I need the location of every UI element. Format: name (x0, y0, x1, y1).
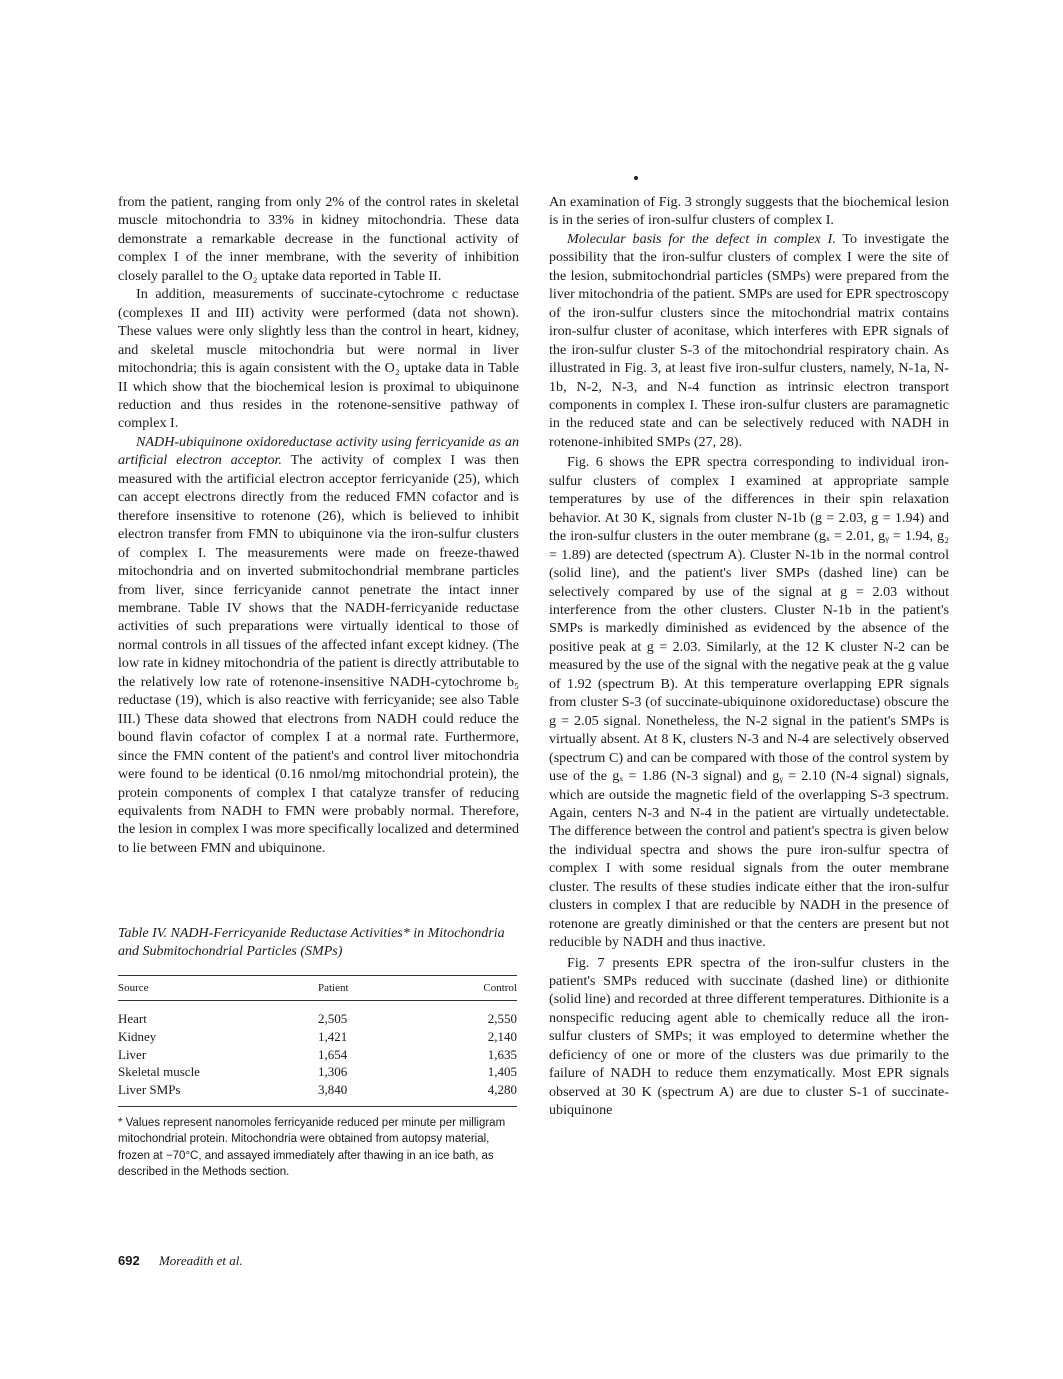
page-number: 692 (118, 1253, 140, 1268)
cell-patient: 1,654 (318, 1046, 348, 1062)
table-row (118, 1001, 517, 1028)
table-row (118, 1063, 517, 1081)
cell-control: 2,550 (487, 1011, 517, 1026)
table-iv (118, 925, 519, 1192)
paragraph: from the patient, ranging from only 2% of the control rates in skeletal muscle mitochondria to 33% in kidney mitochondria. These data demonstrate a remarkable decrease in the functional activity of complex I of the inner membrane, with the severity of inhibition closely parallel to the O₂ uptake data reported in Table II. (118, 194, 519, 284)
cell-patient: 1,306 (318, 1064, 348, 1080)
table-caption: Table IV. NADH-Ferricyanide Reductase Activities* in Mitochondria and Submitochondrial Particles (SMPs) (118, 926, 505, 959)
left-column (118, 193, 519, 857)
cell-control: 1,405 (487, 1064, 517, 1080)
paragraph: Fig. 7 presents EPR spectra of the iron-sulfur clusters in the patient's SMPs reduced with succinate (dashed line) or dithionite (solid line) and recorded at three different temperatures. Dithionite is a nonspecific reducing agent able to chemically reduce all the iron-sulfur clusters of SMPs; it was employed to determine whether the deficiency of one or more of the clusters was due primarily to the failure of NADH to reduce them enzymatically. Most EPR signals observed at 30 K (spectrum A) are due to cluster S-1 of succinate-ubiquinone (549, 954, 949, 1119)
paragraph (549, 230, 949, 451)
paragraph: In addition, measurements of succinate-cytochrome c reductase (complexes II and III) activity were performed (data not shown). These values were only slightly less than the control in heart, kidney, and skeletal muscle mitochondria but were normal in liver mitochondria; this is again consistent with the O₂ uptake data in Table II which show that the biochemical lesion is proximal to ubiquinone reduction and thus resides in the rotenone-sensitive pathway of complex I. (118, 286, 519, 432)
table-footnote: * Values represent nanomoles ferricyanide reduced per minute per milligram mitochondrial protein. Mitochondria were obtained from autopsy material, frozen at −70°C, and assayed immediately after thawing in an ice bath, as described in the Methods section. (118, 1116, 506, 1179)
paragraph: Fig. 6 shows the EPR spectra corresponding to individual iron-sulfur clusters of complex I examined at appropriate sample temperatures by use of the differences in their spin relaxation behavior. At 30 K, signals from cluster N-1b (g = 2.03, g = 1.94) and the iron-sulfur clusters in the outer membrane (gₓ = 2.01, gᵧ = 1.94, g₂ = 1.89) are detected (spectrum A). Cluster N-1b in the normal control (solid line), and the patient's liver SMPs (dashed line) can be selectively compared by use of the signal at g = 2.03 without interference from the other clusters. Cluster N-1b in the patient's SMPs is markedly diminished as evidenced by the absence of the positive peak at g = 2.03. Similarly, at the 12 K cluster N-2 can be measured by the use of the signal with the negative peak at the g value of 1.92 (spectrum B). At this temperature overlapping EPR signals from cluster S-3 (of succinate-ubiquinone oxidoreductase) obscure the g = 2.05 signal. Nonetheless, the N-2 signal in the patient's SMPs is virtually absent. At 8 K, clusters N-3 and N-4 are selectively observed (spectrum C) and can be compared with those of the control system by use of the gₓ = 1.86 (N-3 signal) and gᵧ = 2.10 (N-4 signal) signals, which are outside the magnetic field of the overlapping S-3 spectrum. Again, centers N-3 and N-4 in the patient are virtually undetectable. The difference between the control and patient's spectra is given below the individual spectra and shows the pure iron-sulfur spectra of complex I with some residual signals from the outer membrane cluster. The results of these studies indicate either that the iron-sulfur clusters in complex I that are reducible by NADH in the presence of rotenone are greatly diminished or that the centers are present but not reducible by NADH and thus inactive. (549, 454, 949, 951)
cell-source: Heart (118, 1011, 147, 1026)
cell-patient: 3,840 (318, 1081, 438, 1106)
cell-control: 1,635 (487, 1046, 517, 1062)
table-row (118, 1081, 517, 1106)
table-header-row (118, 976, 517, 1001)
cell-patient: 2,505 (318, 1011, 348, 1026)
stray-dot-mark (634, 176, 638, 180)
cell-source: Kidney (118, 1028, 157, 1044)
cell-source: Skeletal muscle (118, 1064, 200, 1080)
table-row (118, 1046, 517, 1064)
run-in-heading: NADH-ubiquinone oxidoreductase activity using ferricyanide as an artificial electron acceptor. (118, 433, 519, 469)
paragraph-body: The activity of complex I was then measured with the artificial electron acceptor ferricyanide (25), which can accept electrons directly from the reduced FMN cofactor and is therefore insensitive to rotenone (26), which is believed to inhibit electron transfer from FMN to ubiquinone via the iron-sulfur clusters of complex I. The measurements were made on freeze-thawed mitochondria and on inverted submitochondrial membrane particles from liver, since ferricyanide cannot penetrate the intact inner membrane. Table IV shows that the NADH-ferricyanide reductase activities of such preparations were virtually identical to those of normal controls in all tissues of the affected infant except kidney. (The low rate in kidney mitochondria of the patient is directly attributable to the relatively low rate of rotenone-insensitive NADH-cytochrome b₅ reductase (19), which is also reactive with ferricyanide; see also Table III.) These data showed that electrons from NADH could reduce the bound flavin cofactor of complex I at a normal rate. Furthermore, since the FMN content of the patient's and control liver mitochondria were found to be identical (0.16 nmol/mg mitochondrial protein), the protein components of complex I that catalyze transfer of reducing equivalents from NADH to FMN were probably normal. Therefore, the lesion in complex I was more specifically localized and determined to lie between FMN and ubiquinone. (118, 452, 519, 856)
table-row (118, 1028, 517, 1046)
column-header: Source (118, 976, 318, 1001)
right-column (549, 193, 949, 1120)
paragraph (118, 433, 519, 857)
running-head: Moreadith et al. (158, 1253, 243, 1268)
data-table (118, 975, 517, 1107)
paragraph: An examination of Fig. 3 strongly suggests that the biochemical lesion is in the series of iron-sulfur clusters of complex I. (549, 194, 949, 229)
column-header: Control (438, 976, 517, 1001)
cell-source: Liver SMPs (118, 1081, 318, 1106)
column-header: Patient (318, 976, 438, 1001)
cell-patient: 1,421 (318, 1028, 348, 1044)
cell-control: 2,140 (487, 1028, 517, 1044)
cell-control: 4,280 (438, 1081, 517, 1106)
paragraph-body: To investigate the possibility that the iron-sulfur clusters of complex I were the site of the lesion, submitochondrial particles (SMPs) were prepared from the liver mitochondria of the patient. SMPs are used for EPR spectroscopy of the iron-sulfur clusters since the mitochondrial matrix contains iron-sulfur cluster of aconitase, which interferes with EPR signals of the iron-sulfur cluster S-3 of the mitochondrial respiratory chain. As illustrated in Fig. 3, at least five iron-sulfur clusters, namely, N-1a, N-1b, N-2, N-3, and N-4 function as intrinsic electron transport components in complex I. These iron-sulfur clusters are paramagnetic in the reduced state and can be selectively reduced with NADH in rotenone-inhibited SMPs (27, 28). (549, 230, 950, 450)
page-footer (118, 1253, 243, 1269)
run-in-heading: Molecular basis for the defect in complex I. (567, 230, 836, 247)
cell-source: Liver (118, 1046, 147, 1062)
